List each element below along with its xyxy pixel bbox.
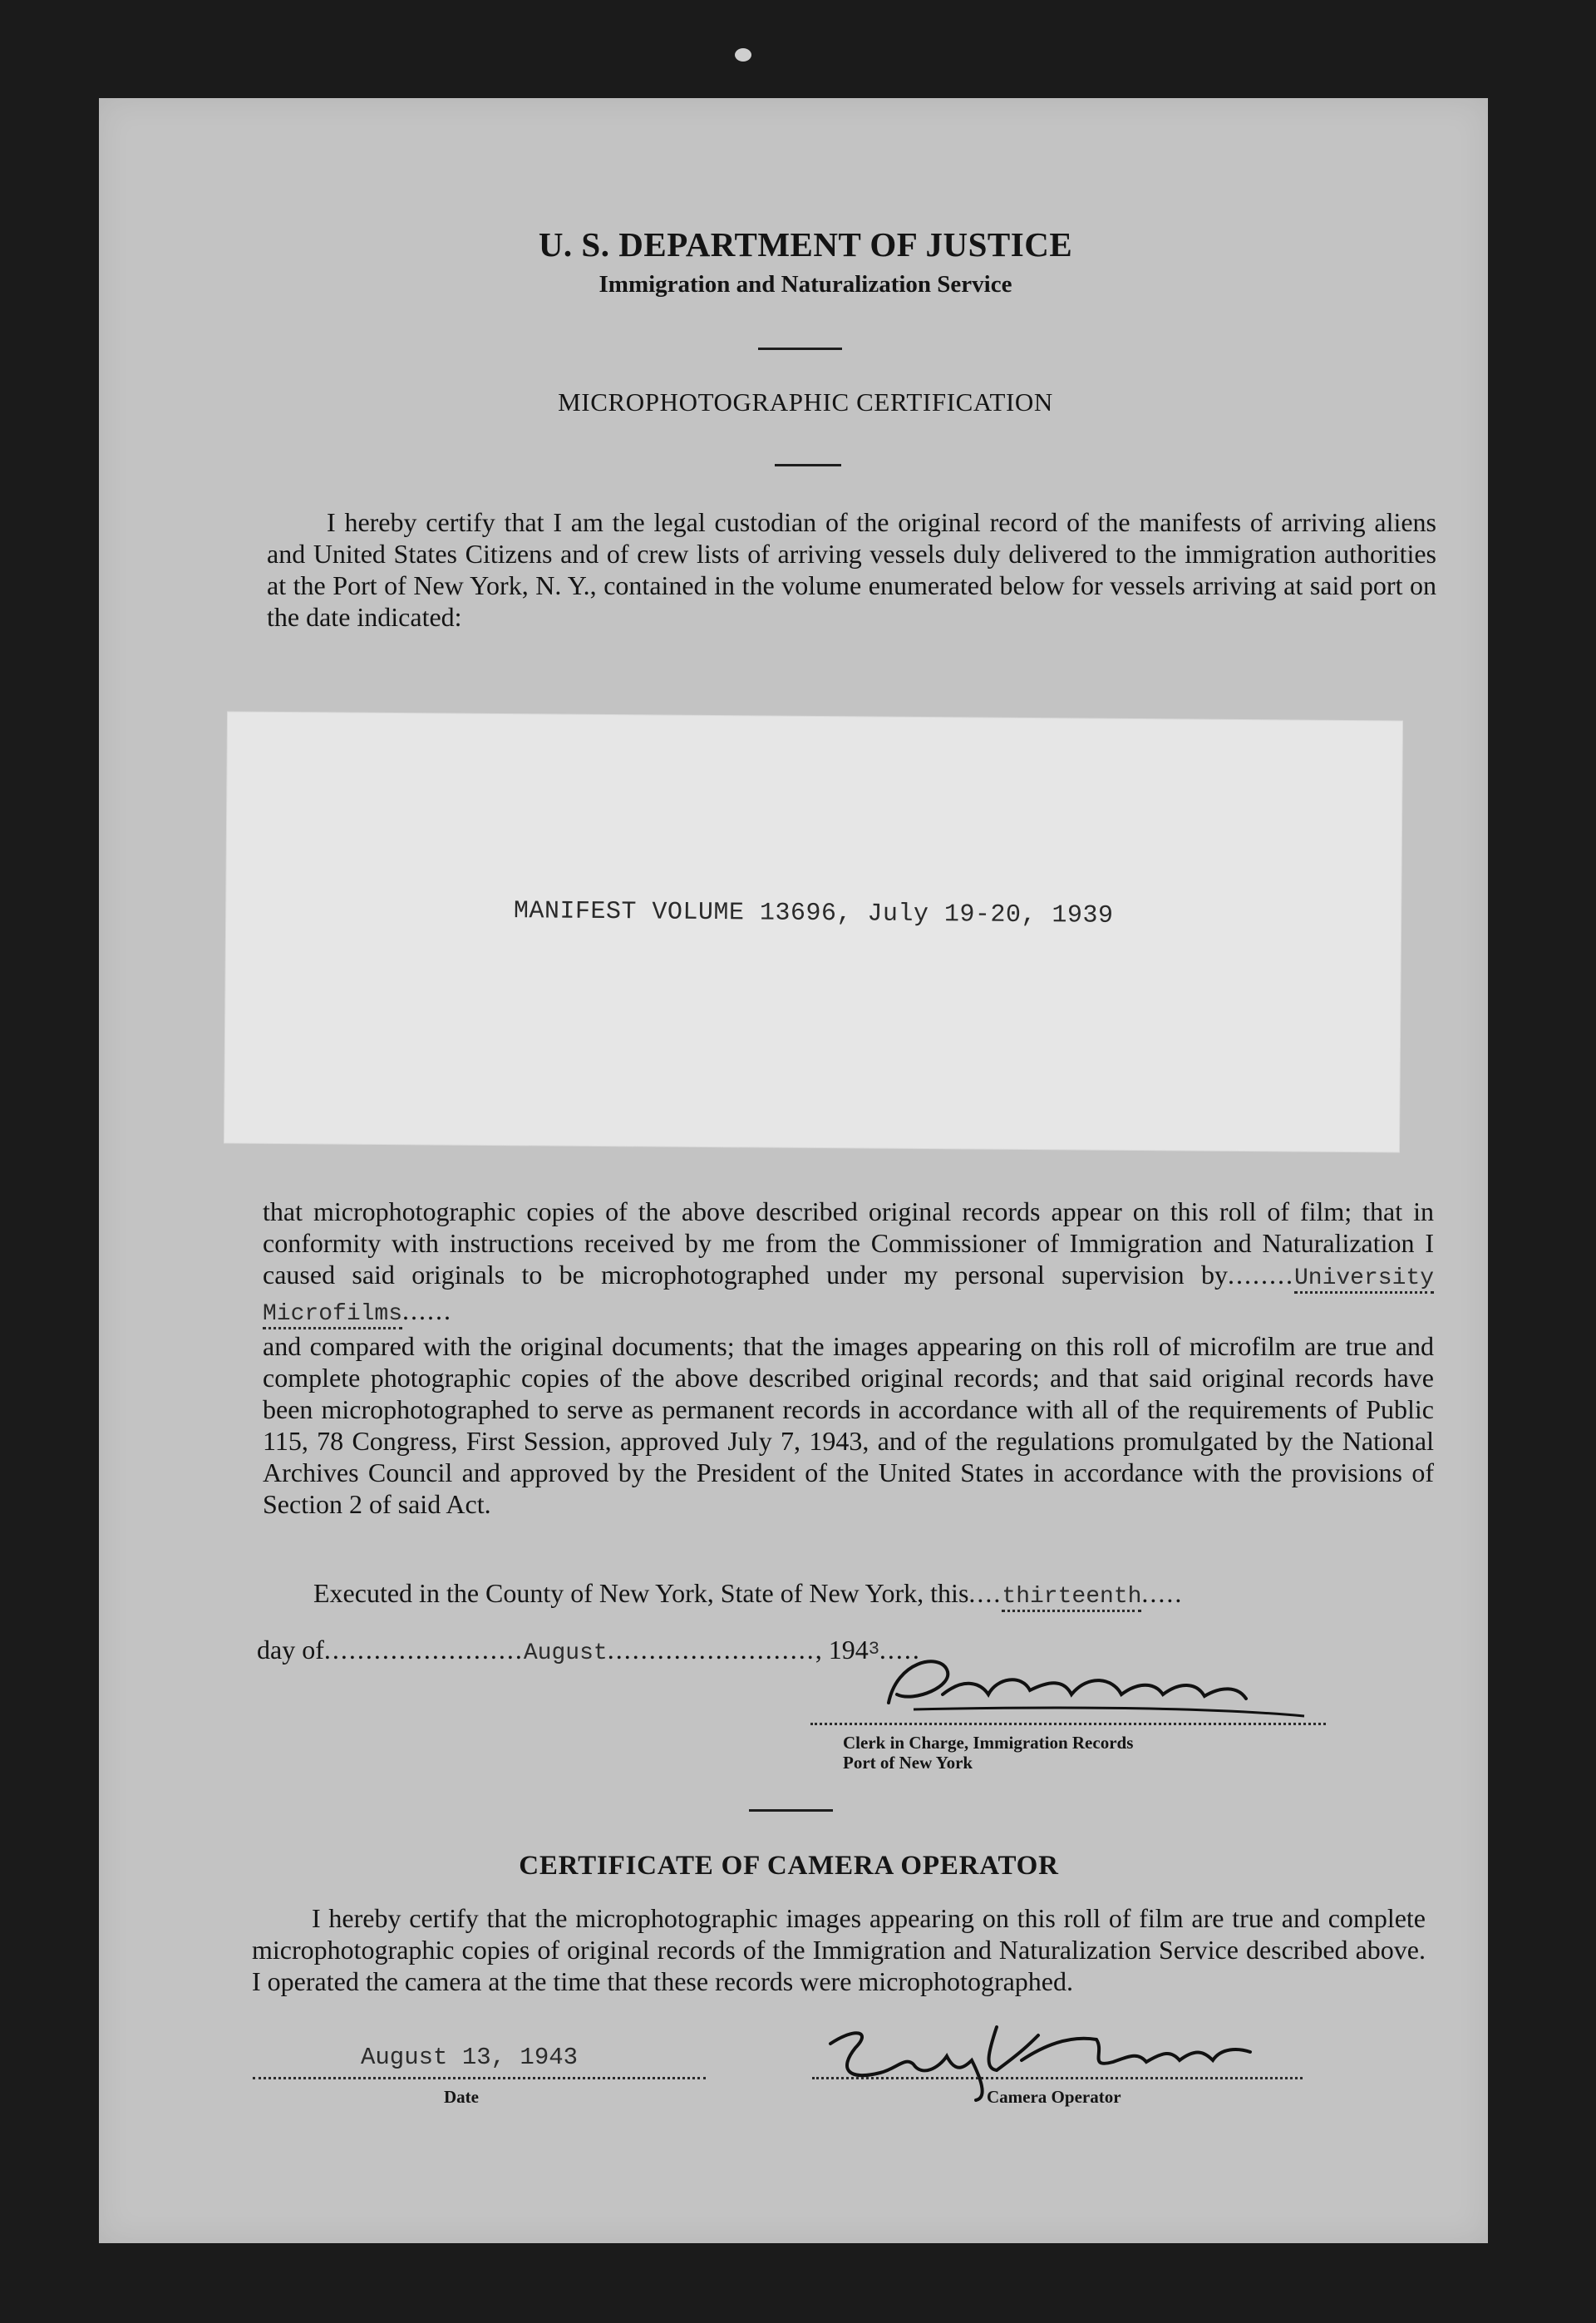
certificate-page bbox=[99, 98, 1488, 2243]
divider bbox=[758, 348, 842, 350]
year-fill: 3 bbox=[868, 1639, 879, 1660]
manifest-volume-text: MANIFEST VOLUME 13696, July 19-20, 1939 bbox=[513, 897, 1114, 930]
clerk-signature-line bbox=[810, 1723, 1326, 1725]
divider bbox=[775, 464, 841, 466]
operator-label: Camera Operator bbox=[987, 2087, 1121, 2107]
certification-text-part1: that microphotographic copies of the above described original records appear on this roll of film; that in conformity with instructions received by me from the Commissioner of Immigration and Naturalization I caused said originals to be microphotographed under my personal supervision by........University Microfilms...... bbox=[263, 1196, 1434, 1330]
executed-line: Executed in the County of New York, State of New York, this....thirteenth..... bbox=[313, 1578, 1183, 1610]
camera-operator-heading: CERTIFICATE OF CAMERA OPERATOR bbox=[519, 1851, 1059, 1881]
executed-prefix: Executed in the County of New York, State of New York, this bbox=[313, 1578, 969, 1608]
clerk-title bbox=[843, 1733, 1133, 1773]
date-fill: August 13, 1943 bbox=[361, 2044, 579, 2071]
date-label: Date bbox=[444, 2087, 479, 2107]
certification-text-part2: and compared with the original documents; that the images appearing on this roll of microfilm are true and complete photographic copies of the above described original records; and that said original records have been microphotographed to serve as permanent records in accordance with all of the requirements of Public 115, 78 Congress, First Session, approved July 7, 1943, and of the regulations promulgated by the National Archives Council and approved by the President of the United States in accordance with the provisions of Section 2 of said Act. bbox=[263, 1331, 1434, 1519]
divider bbox=[749, 1809, 833, 1812]
clerk-title-line2: Port of New York bbox=[843, 1753, 973, 1773]
clerk-signature bbox=[864, 1645, 1313, 1719]
date-line bbox=[253, 2077, 706, 2079]
service-subheading: Immigration and Naturalization Service bbox=[598, 271, 1012, 298]
camera-operator-text: I hereby certify that the microphotographic images appearing on this roll of film are true and complete microphotographic copies of original records of the Immigration and Naturalization Service described above. I operated the camera at the time that these records were microphotographed. bbox=[252, 1903, 1426, 1996]
year-prefix: , 194 bbox=[815, 1635, 869, 1665]
film-speck bbox=[735, 48, 751, 62]
intro-paragraph bbox=[267, 506, 1436, 633]
intro-text: I hereby certify that I am the legal custodian of the original record of the manifests of arriving aliens and United States Citizens and of crew lists of arriving vessels duly delivered to the immigration authorities at the Port of New York, N. Y., contained in the volume enumerated below for vessels arriving at said port on the date indicated: bbox=[267, 507, 1436, 632]
camera-operator-paragraph bbox=[252, 1902, 1426, 1997]
photographer-fill: University Microfilms bbox=[263, 1265, 1434, 1329]
day-of-line: day of........................August........................., 1943..... bbox=[257, 1635, 921, 1666]
day-fill: thirteenth bbox=[1002, 1584, 1141, 1612]
day-of-label: day of bbox=[257, 1635, 324, 1665]
certification-paragraph bbox=[263, 1196, 1434, 1520]
month-fill: August bbox=[523, 1640, 608, 1666]
department-heading: U. S. DEPARTMENT OF JUSTICE bbox=[538, 225, 1073, 264]
manifest-card bbox=[224, 712, 1402, 1152]
clerk-title-line1: Clerk in Charge, Immigration Records bbox=[843, 1733, 1134, 1753]
form-title: MICROPHOTOGRAPHIC CERTIFICATION bbox=[558, 387, 1053, 417]
operator-signature-line bbox=[812, 2077, 1303, 2079]
